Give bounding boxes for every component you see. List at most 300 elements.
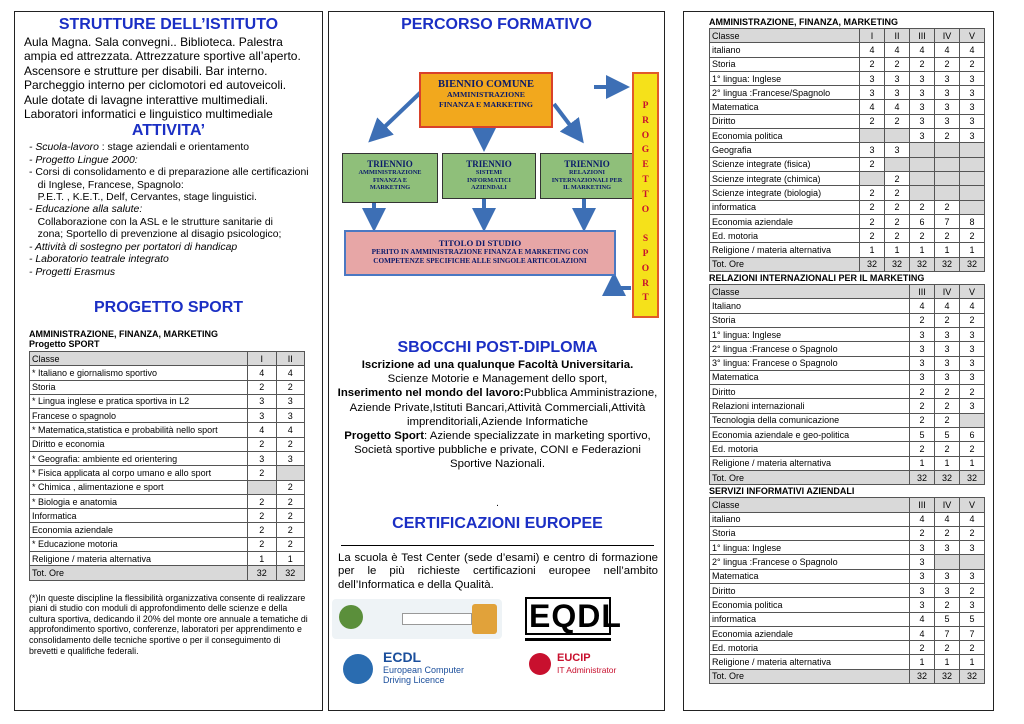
ecdl-subtitle [383,665,464,685]
table-cell-value: 4 [960,43,985,57]
sbocchi-title: SBOCCHI POST-DIPLOMA [397,339,598,356]
table-cell-label: 1° lingua: Inglese [710,541,910,555]
table-cell-label: Religione / materia alternativa [710,243,860,257]
triennio-rim-box [540,153,634,199]
table-cell-label: Italiano [710,299,910,313]
afm-table-title: AMMINISTRAZIONE, FINANZA, MARKETING [709,17,898,27]
ecdl-logo-text: ECDL [383,649,422,665]
table-cell-value: 4 [960,512,985,526]
table-cell-value: 3 [960,399,985,413]
structures-line: Laboratori informatici e linguistico multimediale [24,107,273,122]
table-cell-value: 32 [935,257,960,271]
table-cell-value [910,186,935,200]
table-cell-value: 2 [910,57,935,71]
table-cell-value: II [885,29,910,43]
table-row [710,342,985,356]
table-cell-value: 3 [860,143,885,157]
table-cell-label: Tecnologia della comunicazione [710,413,910,427]
activity-italic: - Progetto Lingue 2000: [29,154,138,166]
table-row [710,512,985,526]
table-row [710,43,985,57]
table-row [30,423,305,437]
table-cell-label: Religione / materia alternativa [30,552,248,566]
percorso-title: PERCORSO FORMATIVO [401,16,592,33]
table-cell-label: Matematica [710,569,910,583]
table-cell-value: 3 [960,86,985,100]
table-cell-value: 2 [935,598,960,612]
table-row [710,598,985,612]
table-cell-label: 3° lingua: Francese o Spagnolo [710,356,910,370]
eucip-subtitle: IT Administrator [557,665,617,675]
table-cell-value: 32 [935,470,960,484]
table-cell-value: 3 [276,409,305,423]
table-row [30,480,305,494]
table-row [710,555,985,569]
table-cell-value: 3 [935,583,960,597]
table-cell-value: 3 [935,356,960,370]
table-cell-value: 5 [960,612,985,626]
table-cell-value: 2 [276,380,305,394]
table-row [30,437,305,451]
table-cell-value [860,171,885,185]
table-cell-value: 2 [860,229,885,243]
table-cell-value: V [960,29,985,43]
table-row [30,409,305,423]
table-cell-label: Diritto [710,385,910,399]
table-cell-label: Scienze integrate (biologia) [710,186,860,200]
table-cell-value: 2 [248,466,277,480]
table-cell-value: 2 [248,494,277,508]
table-cell-value: 3 [935,327,960,341]
table-cell-value: 3 [276,451,305,465]
table-row [710,129,985,143]
table-cell-value: 2 [960,526,985,540]
table-cell-value: 3 [885,71,910,85]
table-cell-value: 1 [276,552,305,566]
dot: . [496,498,499,509]
sport-table-subheading: Progetto SPORT [29,338,100,349]
table-cell-value: 4 [910,512,935,526]
table-cell-value: 1 [935,243,960,257]
eucip-logo-text: EUCIP [557,652,591,664]
table-cell-value [885,129,910,143]
table-cell-label: * Lingua inglese e pratica sportiva in L2 [30,394,248,408]
table-cell-value [960,143,985,157]
table-row [710,370,985,384]
table-cell-value: 3 [910,114,935,128]
table-row [710,385,985,399]
table-header-row [710,285,985,299]
table-row [710,57,985,71]
table-cell-value: 3 [935,541,960,555]
table-cell-value [960,200,985,214]
table-cell-value: 4 [910,612,935,626]
table-cell-value: 3 [910,86,935,100]
table-cell-value: 32 [910,470,935,484]
table-cell-label: informatica [710,612,910,626]
certificazioni-text: La scuola è Test Center (sede d’esami) e centro di formazione per le più richieste certificazioni europee nell’ambito dell’Informatica e della Qualità. [338,552,658,591]
divider [341,545,654,546]
table-cell-label: Diritto [710,583,910,597]
table-row [710,612,985,626]
table-cell-value: 3 [935,71,960,85]
table-cell-value: 4 [935,43,960,57]
table-cell-label: Religione / materia alternativa [710,655,910,669]
sport-note: (*)In queste discipline la flessibilità organizzativa consente di realizzare piani di studio con moduli di approfondimento delle scienze e della cultura sportiva, dedicando il 20% del monte ore annuale a tematiche di approfondimento sportivo, conferenze, laboratori per apprendimento e consolidamento delle tecniche sportive o per il conseguimento di brevetti e qualifiche federali. [29,592,308,656]
rim-table [709,284,985,485]
table-cell-value: 2 [935,442,960,456]
table-cell-value: 2 [885,229,910,243]
sbocchi-line3: Pubblica Amministrazione, Aziende Private,Istituti Bancari,Attività Commerciali,Attività imprenditoriali,Aziende Informatiche [349,387,658,428]
triennio-label: TRIENNIO [466,159,512,169]
arrow-to-triennio1 [374,92,421,137]
table-cell-value: 3 [860,71,885,85]
table-cell-value: 2 [248,509,277,523]
arrow-to-triennio3 [554,104,579,137]
table-cell-value [276,466,305,480]
table-total-row [710,257,985,271]
table-cell-value: 32 [960,669,985,683]
address-bar-image [402,613,472,625]
table-cell-label: Ed. motoria [710,229,860,243]
sbocchi-line4-bold: Progetto Sport [344,430,425,443]
sport-letter: P [642,101,649,111]
table-cell-label: 2° lingua :Francese o Spagnolo [710,555,910,569]
sport-letter: T [642,189,649,200]
left-panel [14,11,323,711]
table-cell-value: 2 [960,583,985,597]
table-row [710,86,985,100]
table-row [30,451,305,465]
table-cell-value: 2 [910,399,935,413]
table-cell-value: 2 [885,57,910,71]
table-row [710,541,985,555]
table-cell-value: 1 [960,243,985,257]
rim-table-title: RELAZIONI INTERNAZIONALI PER IL MARKETING [709,273,925,284]
table-cell-value: 4 [885,100,910,114]
table-cell-value: 3 [960,356,985,370]
table-cell-value: 8 [960,214,985,228]
table-row [710,143,985,157]
table-total-row [30,566,305,580]
table-cell-value: 2 [248,537,277,551]
table-cell-value: 3 [935,342,960,356]
table-cell-value: 3 [910,569,935,583]
table-cell-label: Ed. motoria [710,442,910,456]
activity-text: Collaborazione con la ASL e le strutture sanitarie di [29,216,273,228]
table-cell-value: 2 [276,523,305,537]
table-cell-label: Tot. Ore [710,669,910,683]
table-cell-value: 3 [248,394,277,408]
table-cell-label: Economia aziendale [710,214,860,228]
activity-line [15,229,322,241]
table-row [710,243,985,257]
table-cell-value: 2 [860,57,885,71]
table-cell-label: Religione / materia alternativa [710,456,910,470]
table-cell-value: 3 [885,86,910,100]
structures-line: ampia ed attrezzata. Attrezzature sportive all’aperto. [24,49,301,64]
table-cell-label: * Educazione motoria [30,537,248,551]
table-cell-value: 3 [910,100,935,114]
table-cell-value: 2 [910,442,935,456]
table-cell-value [960,157,985,171]
titolo-box [344,230,616,276]
table-cell-value: 3 [910,555,935,569]
sbocchi-line1: Iscrizione ad una qualunque Facoltà Universitaria. [361,359,634,371]
table-cell-value: 6 [960,428,985,442]
table-cell-label: Tot. Ore [30,566,248,580]
table-cell-value: 3 [960,541,985,555]
certificazioni-title: CERTIFICAZIONI EUROPEE [392,515,603,532]
table-cell-label: Matematica [710,370,910,384]
table-cell-label: italiano [710,43,860,57]
table-cell-label: Economia aziendale [710,626,910,640]
biennio-title: BIENNIO COMUNE [438,79,534,90]
table-cell-value: IV [935,29,960,43]
table-cell-label: Tot. Ore [710,257,860,271]
table-cell-label: 1° lingua: Inglese [710,71,860,85]
table-cell-value: 1 [860,243,885,257]
table-cell-value: 4 [885,43,910,57]
table-cell-value: 7 [935,626,960,640]
table-cell-value [910,157,935,171]
table-row [710,442,985,456]
structures-title: STRUTTURE DELL’ISTITUTO [58,16,279,33]
table-cell-value: 1 [910,655,935,669]
table-cell-value: 4 [910,43,935,57]
table-cell-label: * Biologia e anatomia [30,494,248,508]
sport-table [29,351,305,581]
activity-line [15,167,322,179]
table-cell-value [935,555,960,569]
table-cell-value: 3 [935,86,960,100]
structures-text [15,35,322,121]
table-cell-value: 2 [960,385,985,399]
table-cell-value: 3 [935,100,960,114]
table-row [30,380,305,394]
table-cell-label: Scienze integrate (fisica) [710,157,860,171]
table-cell-value [248,480,277,494]
table-header-row [710,29,985,43]
table-cell-label: Storia [710,313,910,327]
structures-line: Aula Magna. Sala convegni.. Biblioteca. Palestra [24,35,283,49]
sport-letter: R [642,115,649,126]
table-cell-value: 1 [910,456,935,470]
table-cell-value [935,186,960,200]
table-cell-value: 3 [960,129,985,143]
table-cell-value: 2 [910,385,935,399]
table-cell-value: 2 [885,114,910,128]
table-row [710,186,985,200]
table-row [710,526,985,540]
table-cell-value: 2 [860,200,885,214]
activity-text: zona; Sportello di prevenzione al disagio psicologico; [29,229,282,241]
table-cell-value: 3 [885,143,910,157]
titolo-subtitle: PERITO IN AMMINISTRAZIONE FINANZA E MARKETING CON COMPETENZE SPECIFICHE ALLE SINGOLE ARTICOLAZIONI [371,248,589,265]
table-row [30,509,305,523]
sport-letter: P [642,248,649,259]
table-row [710,399,985,413]
table-cell-value: 32 [860,257,885,271]
table-cell-value: 3 [960,327,985,341]
table-cell-value: 3 [248,409,277,423]
sia-table [709,497,985,684]
table-cell-value: 4 [248,366,277,380]
table-cell-label: Storia [30,380,248,394]
table-cell-value: 2 [885,214,910,228]
table-cell-value: 3 [935,370,960,384]
table-cell-value: 2 [910,413,935,427]
table-cell-value [910,171,935,185]
sport-letter: S [642,234,649,245]
table-cell-value: IV [935,498,960,512]
table-row [710,229,985,243]
table-cell-value: 5 [910,428,935,442]
table-cell-value: 2 [860,114,885,128]
table-cell-value: 1 [885,243,910,257]
activity-italic: - Laboratorio teatrale integrato [29,254,169,266]
table-cell-label: Diritto e economia [30,437,248,451]
table-row [30,537,305,551]
sbocchi-line3-bold: Inserimento nel mondo del lavoro: [337,387,524,400]
table-cell-value: 3 [910,370,935,384]
table-total-row [710,669,985,683]
table-cell-value: V [960,498,985,512]
table-cell-value: 3 [910,356,935,370]
activity-line [15,217,322,229]
biennio-box [419,72,553,128]
table-cell-label: * Chimica , alimentazione e sport [30,480,248,494]
table-row [710,214,985,228]
ecdl-subtitle-line1: European Computer [383,665,465,675]
table-cell-label: Economia aziendale e geo-politica [710,428,910,442]
table-cell-value: 2 [935,129,960,143]
table-cell-label: Informatica [30,509,248,523]
table-cell-value: 32 [885,257,910,271]
table-cell-value: 3 [960,598,985,612]
table-cell-label: italiano [710,512,910,526]
table-cell-value [960,413,985,427]
activity-line [15,192,322,204]
table-cell-value: 32 [248,566,277,580]
table-cell-label: Ed. motoria [710,641,910,655]
triennio-afm-subtitle: AMMINISTRAZIONE FINANZA E MARKETING [358,169,422,192]
activity-italic: - Scuola-lavoro [29,142,99,154]
table-cell-value [960,555,985,569]
table-cell-value: 4 [860,43,885,57]
activities-list [15,142,322,278]
table-cell-value: 1 [935,655,960,669]
table-cell-value: 7 [960,626,985,640]
table-cell-value: I [860,29,885,43]
activity-line [15,254,322,266]
table-cell-value: 2 [248,437,277,451]
triennio-rim-subtitle: RELAZIONI INTERNAZIONALI PER IL MARKETING [551,169,623,192]
table-cell-label: * Matematica,statistica e probabilità nello sport [30,423,248,437]
table-cell-value: 3 [860,86,885,100]
structures-line: Aule dotate di lavagne interattive multimediali. [24,92,269,107]
table-row [710,71,985,85]
table-cell-value: 5 [935,428,960,442]
titolo-title: TITOLO DI STUDIO [438,238,522,248]
activities-title: ATTIVITA’ [131,122,206,140]
table-row [30,552,305,566]
globe-icon [339,605,363,629]
triennio-label: TRIENNIO [564,159,610,169]
table-cell-label: 2° lingua :Francese/Spagnolo [710,86,860,100]
table-cell-value: 3 [960,569,985,583]
table-cell-label: Francese o spagnolo [30,409,248,423]
triennio-sia-box [442,153,536,199]
table-cell-label: Economia politica [710,598,910,612]
table-row [710,327,985,341]
sport-letter: T [642,174,649,185]
activity-line [15,267,322,279]
table-row [710,569,985,583]
table-cell-value: III [910,29,935,43]
table-cell-value: 4 [935,299,960,313]
table-cell-value: 1 [960,456,985,470]
table-row [710,157,985,171]
triennio-label: TRIENNIO [367,159,413,169]
table-row [710,171,985,185]
eucip-logo [529,650,619,680]
sport-letter: R [642,278,649,289]
table-cell-value: 3 [910,327,935,341]
table-cell-value: 2 [935,399,960,413]
table-cell-label: 2° lingua :Francese o Spagnolo [710,342,910,356]
table-cell-label: Classe [710,498,910,512]
table-row [30,366,305,380]
arrow-sport-to-titolo [614,280,631,288]
table-row [710,356,985,370]
table-cell-value: 32 [960,470,985,484]
table-cell-label: Storia [710,57,860,71]
table-cell-value: 2 [935,413,960,427]
table-cell-value: 2 [935,200,960,214]
table-cell-value: 2 [935,385,960,399]
sport-letter: O [641,204,650,215]
table-cell-value: 32 [935,669,960,683]
table-cell-label: Classe [710,29,860,43]
eqdl-logo-text: EQDL [525,597,611,635]
table-cell-value: 2 [248,523,277,537]
activity-text: di Inglese, Francese, Spagnolo: [29,179,184,191]
table-cell-value: 32 [960,257,985,271]
table-cell-value: 4 [860,100,885,114]
table-cell-label: Classe [710,285,910,299]
table-cell-value: 4 [276,366,305,380]
activity-line [15,155,322,167]
table-cell-value: 2 [910,641,935,655]
activity-text: - Corsi di consolidamento e di preparazione alle certificazioni [29,167,309,179]
table-cell-label: * Fisica applicata al corpo umano e allo sport [30,466,248,480]
table-row [710,626,985,640]
table-cell-value: 1 [960,655,985,669]
ecdl-subtitle-line2: Driving Licence [383,675,445,685]
triennio-sia-subtitle: SISTEMI INFORMATICI AZIENDALI [467,169,511,192]
table-cell-value: 2 [960,229,985,243]
table-cell-value: 2 [276,509,305,523]
table-cell-label: * Italiano e giornalismo sportivo [30,366,248,380]
table-cell-label: Classe [30,351,248,365]
activity-line [15,242,322,254]
sport-letter [634,217,657,232]
table-cell-label: Geografia [710,143,860,157]
table-cell-label: Economia aziendale [30,523,248,537]
table-cell-value: 3 [910,598,935,612]
table-cell-label: Relazioni internazionali [710,399,910,413]
